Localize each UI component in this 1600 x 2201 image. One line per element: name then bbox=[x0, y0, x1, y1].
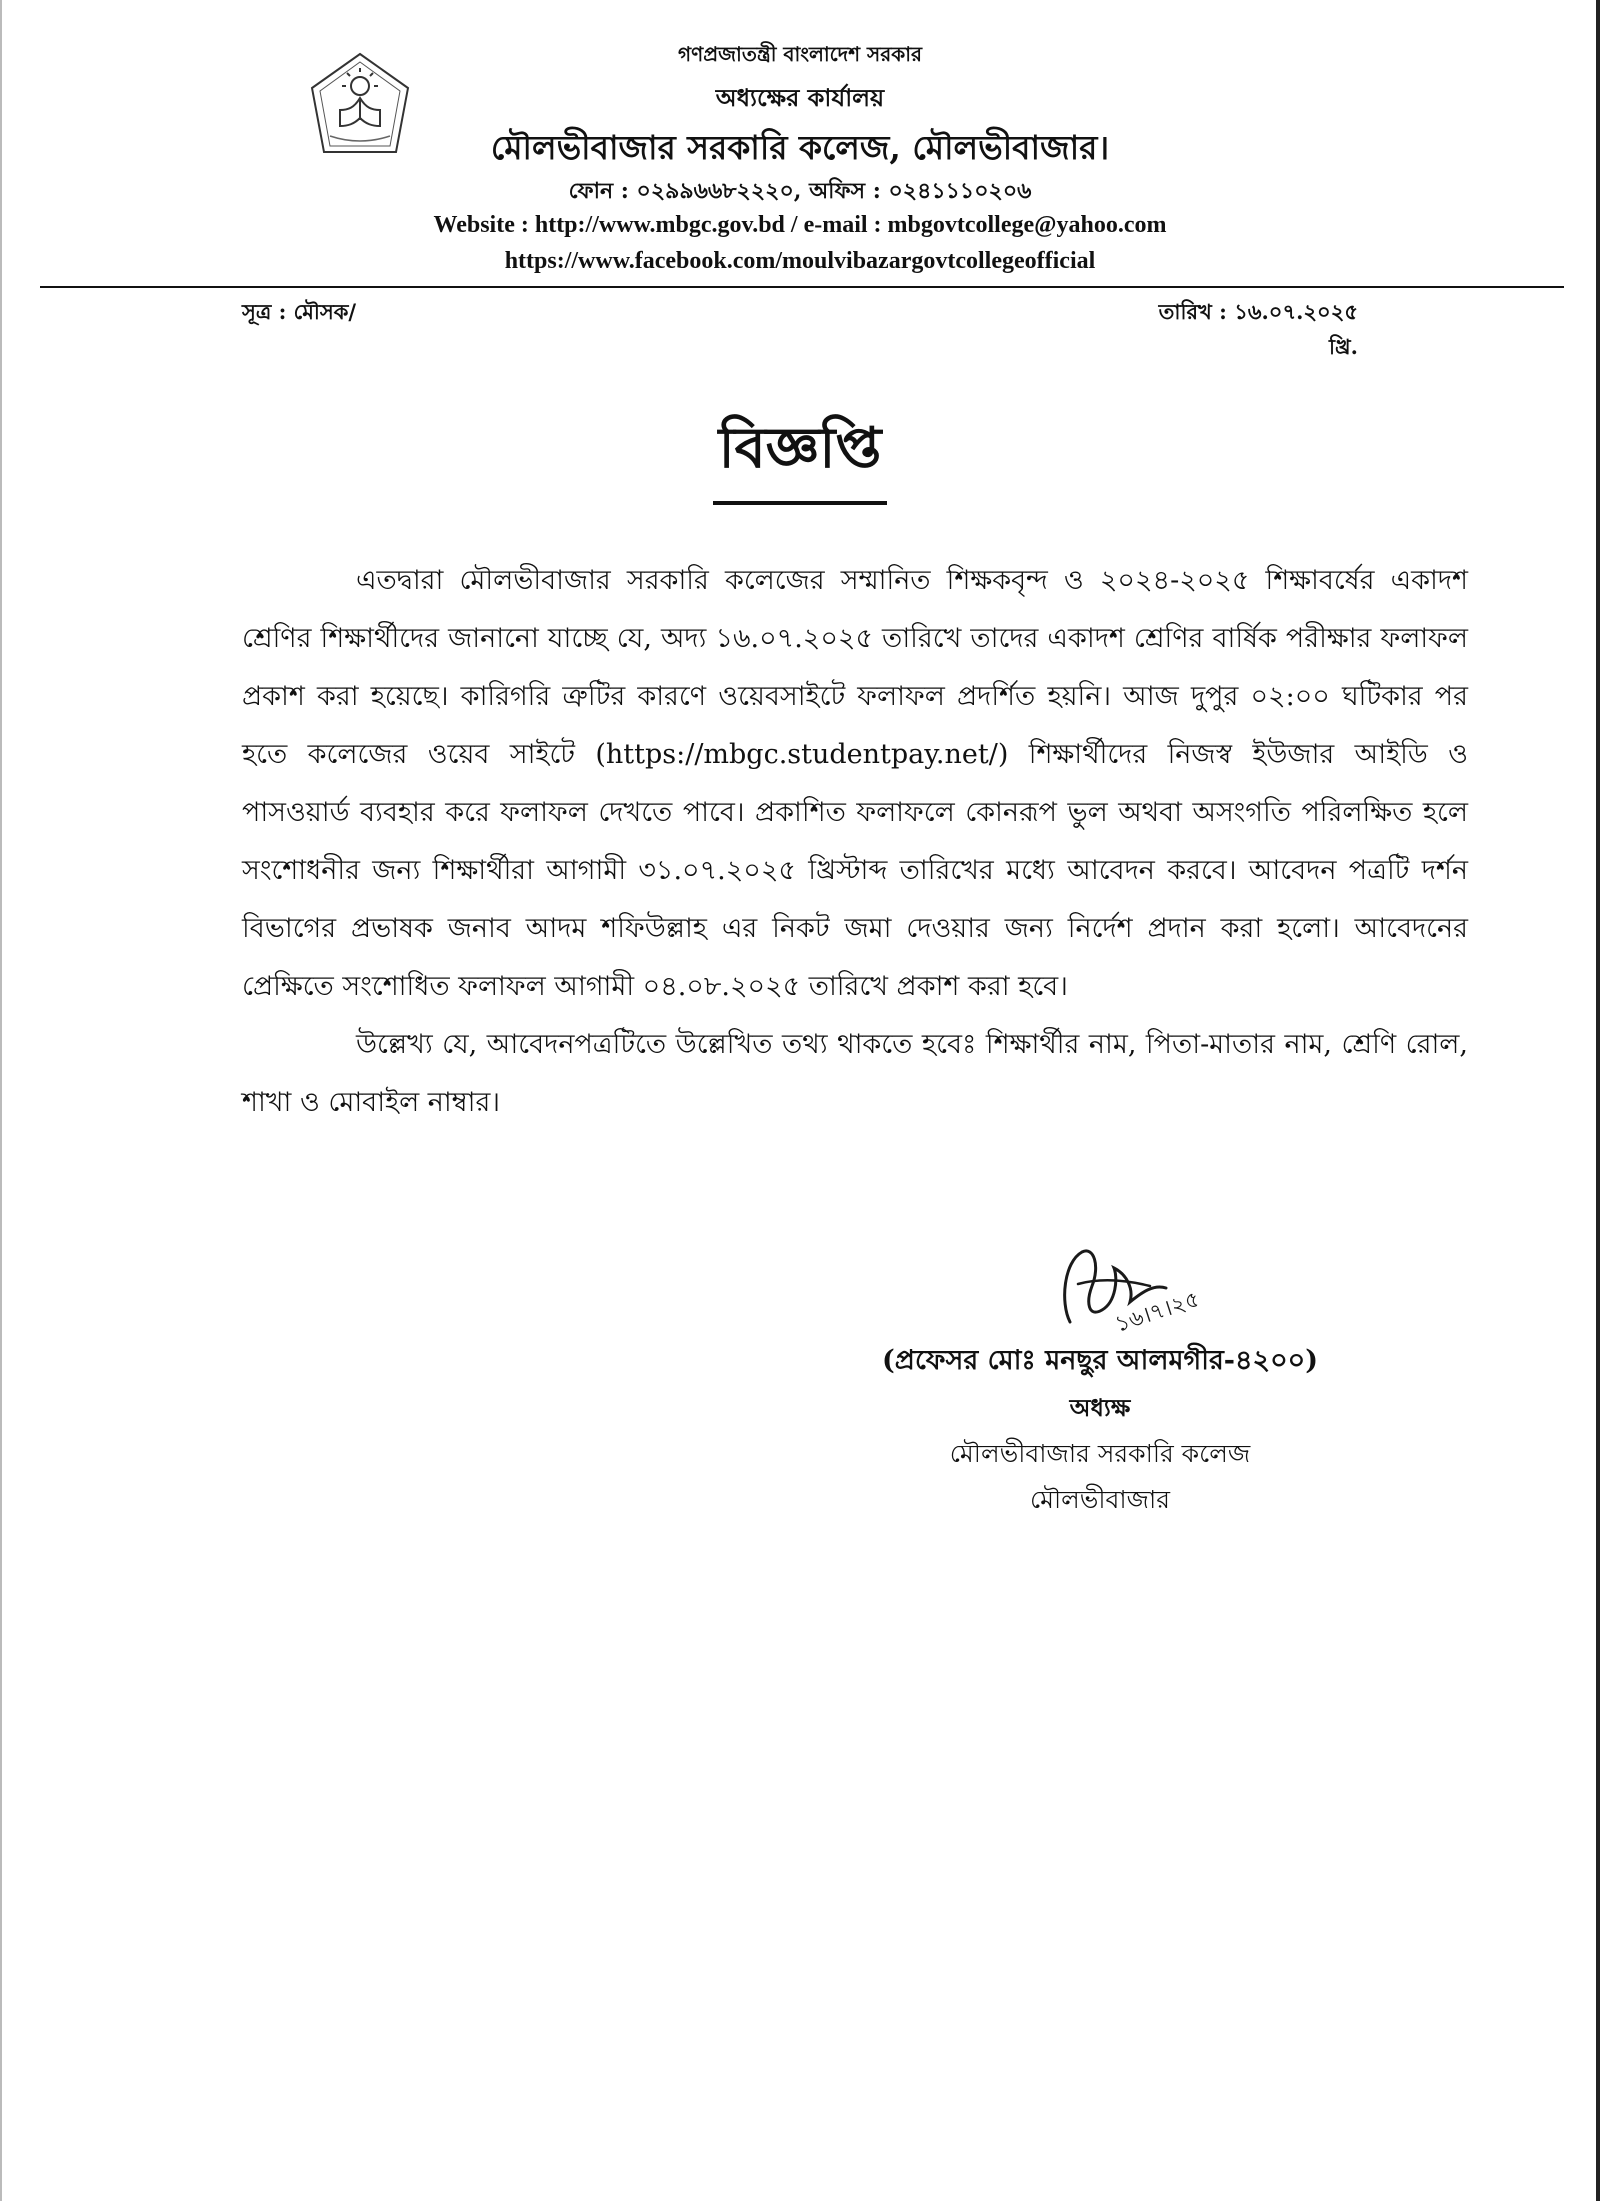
scan-left-edge bbox=[0, 0, 2, 2201]
signatory-name: (প্রফেসর মোঃ মনছুর আলমগীর-৪২০০) bbox=[882, 1345, 1318, 1376]
scan-right-edge bbox=[1596, 0, 1600, 2201]
handwritten-signature bbox=[1030, 1222, 1280, 1352]
college-name: মৌলভীবাজার সরকারি কলেজ, মৌলভীবাজার। bbox=[490, 128, 1110, 167]
reference-number: সূত্র : মৌসক/ bbox=[242, 299, 357, 324]
facebook-line: https://www.facebook.com/moulvibazargovtcollegeofficial bbox=[504, 248, 1096, 274]
notice-body bbox=[242, 552, 1468, 1132]
notice-paragraph-main: এতদ্বারা মৌলভীবাজার সরকারি কলেজের সম্মানিত শিক্ষকবৃন্দ ও ২০২৪-২০২৫ শিক্ষাবর্ষের একাদশ শ্রেণির শিক্ষার্থীদের জানানো যাচ্ছে যে, অদ্য ১৬.০৭.২০২৫ তারিখে তাদের একাদশ শ্রেণির বার্ষিক পরীক্ষার ফলাফল প্রকাশ করা হয়েছে। কারিগরি ত্রুটির কারণে ওয়েবসাইটে ফলাফল প্রদর্শিত হয়নি। আজ দুপুর ০২:০০ ঘটিকার পর হতে কলেজের ওয়েব সাইটে (https://mbgc.studentpay.net/) শিক্ষার্থীদের নিজস্ব ইউজার আইডি ও পাসওয়ার্ড ব্যবহার করে ফলাফল দেখতে পাবে। প্রকাশিত ফলাফলে কোনরূপ ভুল অথবা অসংগতি পরিলক্ষিত হলে সংশোধনীর জন্য শিক্ষার্থীরা আগামী ৩১.০৭.২০২৫ খ্রিস্টাব্দ তারিখের মধ্যে আবেদন করবে। আবেদন পত্রটি দর্শন বিভাগের প্রভাষক জনাব আদম শফিউল্লাহ এর নিকট জমা দেওয়ার জন্য নির্দেশ প্রদান করা হলো। আবেদনের প্রেক্ষিতে সংশোধিত ফলাফল আগামী ০৪.০৮.২০২৫ তারিখে প্রকাশ করা হবে। bbox=[242, 565, 1468, 1002]
notice-title-text: বিজ্ঞপ্তি bbox=[713, 405, 888, 505]
signatory-college: মৌলভীবাজার সরকারি কলেজ bbox=[949, 1439, 1251, 1468]
government-name: গণপ্রজাতন্ত্রী বাংলাদেশ সরকার bbox=[678, 42, 922, 66]
signature-date: ১৬।৭।২৫ bbox=[1112, 1286, 1203, 1338]
office-name: অধ্যক্ষের কার্যালয় bbox=[715, 83, 885, 112]
header-divider bbox=[40, 286, 1564, 288]
notice-title bbox=[0, 405, 1600, 505]
phone-line: ফোন : ০২৯৯৬৬৮২২২০, অফিস : ০২৪১১১০২০৬ bbox=[568, 178, 1032, 204]
website-email-line: Website : http://www.mbgc.gov.bd / e-mail : mbgovtcollege@yahoo.com bbox=[433, 212, 1167, 238]
notice-paragraph-note: উল্লেখ্য যে, আবেদনপত্রটিতে উল্লেখিত তথ্য থাকতে হবেঃ শিক্ষার্থীর নাম, পিতা-মাতার নাম, শ্রেণি রোল, শাখা ও মোবাইল নাম্বার। bbox=[242, 1029, 1468, 1118]
signatory-title: অধ্যক্ষ bbox=[1069, 1393, 1131, 1422]
signatory-place: মৌলভীবাজার bbox=[1029, 1485, 1171, 1514]
notice-date: তারিখ : ১৬.০৭.২০২৫ খ্রি. bbox=[1158, 299, 1358, 359]
signature-block bbox=[820, 1222, 1380, 1542]
